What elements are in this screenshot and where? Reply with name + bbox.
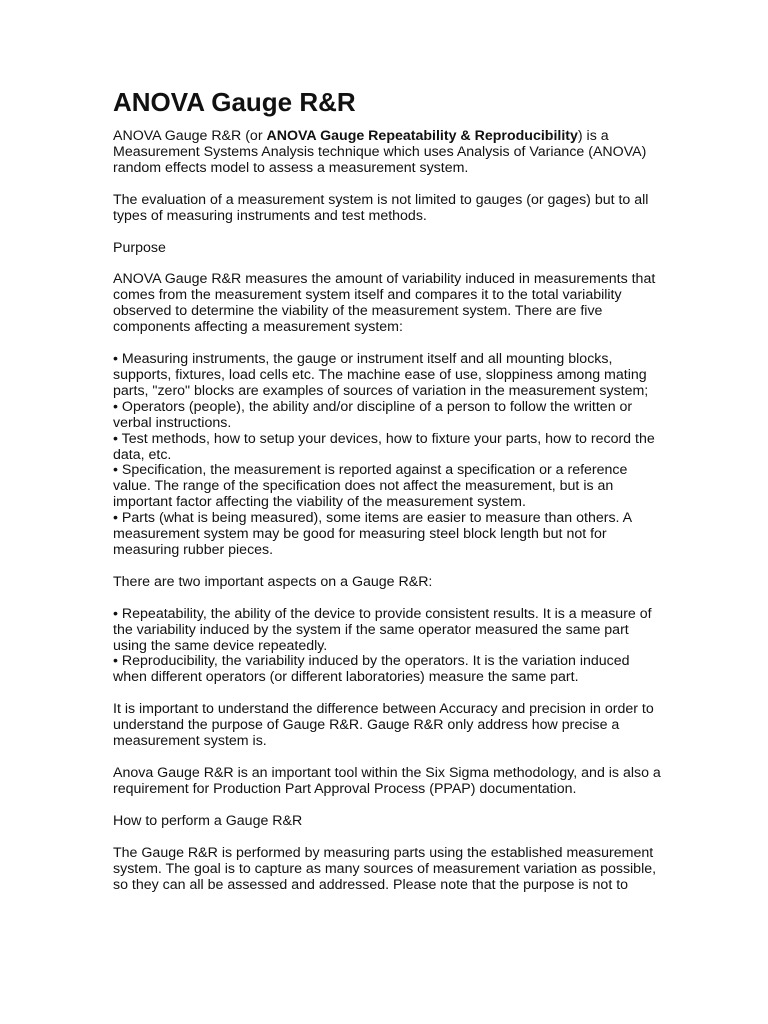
purpose-heading: Purpose (113, 239, 166, 256)
six-sigma-paragraph: Anova Gauge R&R is an important tool within the Six Sigma methodology, and is also a requirement for Production Part Approval Process (PPAP) documentation. (113, 765, 661, 797)
intro-bold-term: ANOVA Gauge Repeatability & Reproducibility (266, 128, 578, 144)
list-item: • Measuring instruments, the gauge or instrument itself and all mounting blocks, supports, fixtures, load cells etc. The machine ease of use, sloppiness among mating parts, "zero" blocks are examples of sources of variation in the measurement system; (113, 351, 649, 399)
components-list (113, 352, 663, 559)
aspects-paragraph: There are two important aspects on a Gauge R&R: (113, 573, 433, 590)
intro-paragraph (113, 129, 663, 177)
how-to-heading: How to perform a Gauge R&R (113, 812, 303, 829)
evaluation-paragraph: The evaluation of a measurement system is not limited to gauges (or gages) but to all types of measuring instruments and test methods. (113, 191, 649, 224)
intro-text-start: ANOVA Gauge R&R (or (113, 128, 267, 144)
list-item: • Repeatability, the ability of the device to provide consistent results. It is a measure of the variability induced by the system if the same operator measured the same part using the same device repeatedly. (113, 605, 652, 654)
list-item: • Parts (what is being measured), some items are easier to measure than others. A measurement system may be good for measuring steel block length but not for measuring rubber pieces. (113, 510, 632, 558)
how-to-paragraph: The Gauge R&R is performed by measuring parts using the established measurement system. The goal is to capture as many sources of measurement variation as possible, so they can all be assessed and addressed. Please note that the purpose is not to (113, 844, 657, 893)
list-item: • Specification, the measurement is reported against a specification or a reference value. The range of the specification does not affect the measurement, but is an important factor affecting the viability of the measurement system. (113, 462, 628, 511)
list-item: • Operators (people), the ability and/or discipline of a person to follow the written or verbal instructions. (113, 398, 633, 431)
intro-text-end: ) is a Measurement Systems Analysis technique which uses Analysis of Variance (ANOVA) random effects model to assess a measurement system. (113, 128, 647, 176)
accuracy-paragraph: It is important to understand the difference between Accuracy and precision in order to understand the purpose of Gauge R&R. Gauge R&R only address how precise a measurement system is. (113, 701, 654, 750)
aspects-list (113, 607, 663, 687)
list-item: • Test methods, how to setup your devices, how to fixture your parts, how to record the data, etc. (113, 430, 655, 463)
list-item: • Reproducibility, the variability induced by the operators. It is the variation induced when different operators (or different laboratories) measure the same part. (113, 653, 630, 686)
document-body (113, 86, 663, 909)
page-title: ANOVA Gauge R&R (113, 87, 356, 117)
purpose-paragraph: ANOVA Gauge R&R measures the amount of variability induced in measurements that comes from the measurement system itself and compares it to the total variability observed to determine the viability of the measurement system. There are five components affecting a measurement system: (113, 271, 656, 336)
